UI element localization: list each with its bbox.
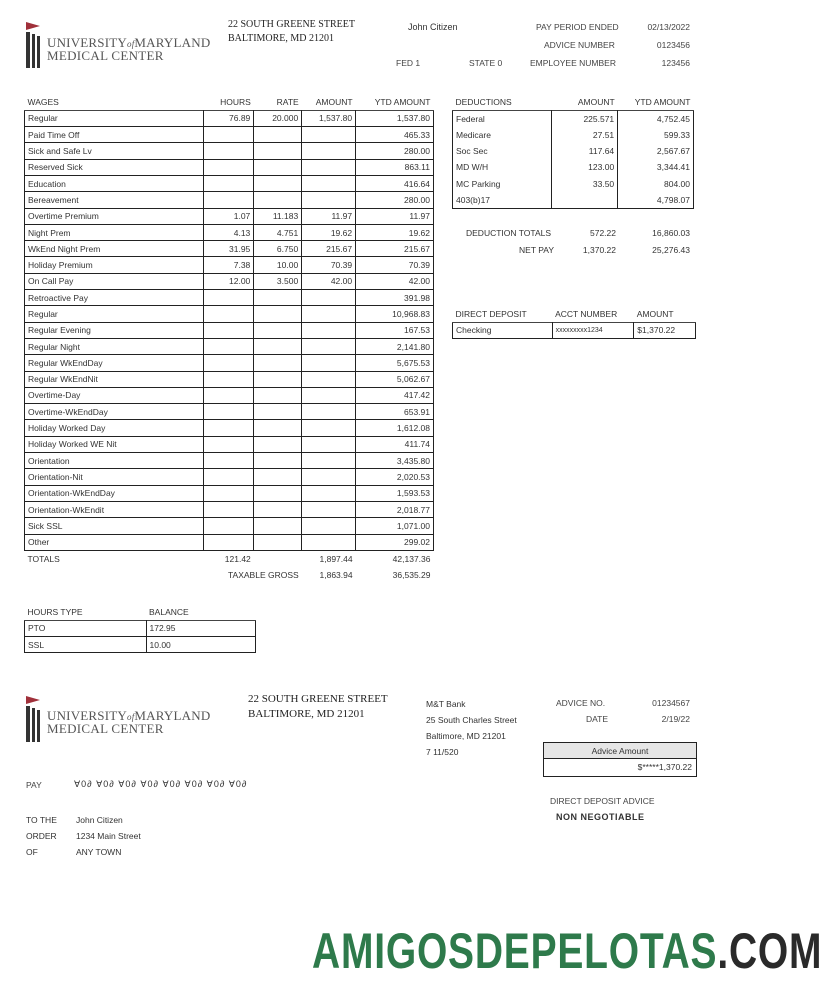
wage-rate <box>254 469 302 485</box>
wage-amount <box>302 338 356 354</box>
pay-amount-words: ∀0∂ ∀0∂ ∀0∂ ∀0∂ ∀0∂ ∀0∂ ∀0∂ ∀0∂ <box>74 779 248 789</box>
wage-amount <box>302 159 356 175</box>
deduction-amount: 123.00 <box>552 159 618 175</box>
wage-description: Regular <box>25 110 204 126</box>
wage-hours <box>204 501 254 517</box>
totals-hours: 121.42 <box>224 553 251 564</box>
logo-maryland: MARYLAND <box>134 35 211 50</box>
wage-rate <box>254 159 302 175</box>
taxable-gross-label: TAXABLE GROSS <box>227 569 299 580</box>
wage-ytd-amount: 2,020.53 <box>396 471 430 482</box>
wage-rate <box>254 518 302 534</box>
wage-description: Night Prem <box>25 224 204 240</box>
deduction-ytd-amount: 3,344.41 <box>656 162 690 173</box>
wage-rate <box>254 420 302 436</box>
wage-row <box>25 371 434 387</box>
wage-amount <box>302 290 356 306</box>
wage-description: Sick and Safe Lv <box>25 143 204 159</box>
advice-amount-label: Advice Amount <box>544 743 696 759</box>
wage-ytd-amount: 19.62 <box>408 227 430 238</box>
wage-amount <box>302 143 356 159</box>
wage-hours: 4.13 <box>204 224 254 240</box>
wage-description: Overtime Premium <box>25 208 204 224</box>
wage-description: Retroactive Pay <box>25 290 204 306</box>
wage-amount: 1,537.80 <box>302 110 356 126</box>
wage-amount <box>302 420 356 436</box>
pay-period-value: 02/13/2022 <box>647 22 690 32</box>
wage-description: Holiday Worked WE Nit <box>25 436 204 452</box>
to-the-label: TO THE <box>26 815 57 825</box>
wage-hours <box>204 143 254 159</box>
company-logo <box>24 20 210 70</box>
wage-rate <box>254 338 302 354</box>
wage-hours: 31.95 <box>204 241 254 257</box>
wage-hours <box>204 159 254 175</box>
wage-ytd-amount: 299.02 <box>404 537 430 548</box>
wage-rate <box>254 192 302 208</box>
wage-description: Bereavement <box>25 192 204 208</box>
wage-rate: 6.750 <box>254 241 302 257</box>
deduction-ytd-header: YTD AMOUNT <box>634 96 691 107</box>
deduction-amount: 117.64 <box>552 143 618 159</box>
check-umd-shield-icon <box>24 694 44 744</box>
wage-ytd-amount: 2,018.77 <box>396 504 430 515</box>
wage-ytd-amount: 42.00 <box>408 276 430 287</box>
wage-row <box>25 110 434 126</box>
deduction-totals-label: DEDUCTION TOTALS <box>466 228 552 238</box>
wage-ytd-amount: 863.11 <box>404 162 430 173</box>
check-logo-of: of <box>127 712 135 722</box>
employee-name: John Citizen <box>408 22 458 32</box>
deduction-totals-amount: 572.22 <box>590 228 616 238</box>
wage-hours <box>204 436 254 452</box>
wage-rate: 4.751 <box>254 224 302 240</box>
wage-hours <box>204 371 254 387</box>
wage-row <box>25 241 434 257</box>
deduction-row <box>453 127 694 143</box>
hours-header: HOURS <box>220 96 251 107</box>
wage-hours <box>204 469 254 485</box>
wage-hours: 1.07 <box>204 208 254 224</box>
wages-rows <box>25 110 434 550</box>
check-logo-medical-center: MEDICAL CENTER <box>47 721 164 736</box>
fed-label: FED 1 <box>396 58 421 68</box>
wage-row <box>25 192 434 208</box>
employee-number-label: EMPLOYEE NUMBER <box>530 58 616 68</box>
wage-ytd-amount: 280.00 <box>404 194 430 205</box>
deduction-name: Federal <box>453 110 552 126</box>
wage-amount <box>302 192 356 208</box>
deduction-name: Soc Sec <box>453 143 552 159</box>
deduction-ytd-amount: 2,567.67 <box>656 146 690 157</box>
wage-description: Regular WkEndDay <box>25 355 204 371</box>
non-negotiable-label: NON NEGOTIABLE <box>556 812 645 822</box>
deduction-row <box>453 159 694 175</box>
wage-description: Regular WkEndNit <box>25 371 204 387</box>
wage-hours <box>204 290 254 306</box>
wage-amount <box>302 387 356 403</box>
deduction-name: Medicare <box>453 127 552 143</box>
address-line1: 22 SOUTH GREENE STREET <box>228 19 355 30</box>
wage-description: Other <box>25 534 204 550</box>
check-logo-university: UNIVERSITY <box>47 708 127 723</box>
wage-description: Orientation-WkEndDay <box>25 485 204 501</box>
wage-amount <box>302 518 356 534</box>
deduction-amount: 33.50 <box>552 175 618 191</box>
check-logo-maryland: MARYLAND <box>134 708 211 723</box>
acct-number-header: ACCT NUMBER <box>555 308 618 319</box>
wage-amount: 70.39 <box>302 257 356 273</box>
wage-hours <box>204 387 254 403</box>
wage-ytd-amount: 465.33 <box>404 129 430 140</box>
address-line2: BALTIMORE, MD 21201 <box>228 33 335 44</box>
of-label: OF <box>26 847 38 857</box>
deduction-ytd-amount: 4,752.45 <box>656 113 690 124</box>
wage-rate <box>254 534 302 550</box>
taxable-gross-amount: 1,863.94 <box>319 569 353 580</box>
deposit-row <box>453 322 696 338</box>
wage-row <box>25 143 434 159</box>
pay-period-label: PAY PERIOD ENDED <box>536 22 619 32</box>
wage-description: WkEnd Night Prem <box>25 241 204 257</box>
bank-street: 25 South Charles Street <box>426 715 517 725</box>
wage-row <box>25 420 434 436</box>
wage-rate <box>254 371 302 387</box>
wage-rate: 3.500 <box>254 273 302 289</box>
wage-description: Regular Evening <box>25 322 204 338</box>
wage-row <box>25 453 434 469</box>
wage-rate <box>254 387 302 403</box>
deduction-ytd-amount: 599.33 <box>664 129 690 140</box>
wage-rate <box>254 127 302 143</box>
wage-amount <box>302 453 356 469</box>
wage-row <box>25 159 434 175</box>
wage-description: Reserved Sick <box>25 159 204 175</box>
wage-ytd-amount: 391.98 <box>404 292 430 303</box>
bank-name: M&T Bank <box>426 699 466 709</box>
deduction-name: 403(b)17 <box>453 192 552 208</box>
wage-amount <box>302 175 356 191</box>
state-label: STATE 0 <box>469 58 503 68</box>
wage-row <box>25 224 434 240</box>
balance-header: BALANCE <box>149 606 189 617</box>
wages-table <box>24 94 434 583</box>
wage-rate: 20.000 <box>254 110 302 126</box>
wage-amount <box>302 485 356 501</box>
wages-header: WAGES <box>27 96 59 107</box>
wage-rate <box>254 143 302 159</box>
wage-description: Orientation <box>25 453 204 469</box>
bank-info <box>426 696 517 760</box>
balance-ssl: 10.00 <box>149 639 171 650</box>
wage-description: Sick SSL <box>25 518 204 534</box>
wage-hours: 12.00 <box>204 273 254 289</box>
deduction-name: MD W/H <box>453 159 552 175</box>
watermark-suffix: .COM <box>717 923 822 979</box>
wage-row <box>25 175 434 191</box>
hours-type-ssl: SSL <box>25 637 147 653</box>
wage-hours <box>204 338 254 354</box>
deduction-amount-header: AMOUNT <box>577 96 615 107</box>
payee-name: John Citizen <box>76 815 123 825</box>
wage-hours: 76.89 <box>204 110 254 126</box>
wage-amount <box>302 436 356 452</box>
wage-ytd-amount: 70.39 <box>408 260 430 271</box>
wage-rate <box>254 290 302 306</box>
wage-hours <box>204 127 254 143</box>
direct-deposit-advice-label: DIRECT DEPOSIT ADVICE <box>550 796 655 806</box>
watermark-main: AMIGOSDEPELOTAS <box>312 923 718 979</box>
hours-balance-table <box>24 604 256 653</box>
deposit-amount-header: AMOUNT <box>636 308 674 319</box>
wage-row <box>25 338 434 354</box>
wage-amount <box>302 534 356 550</box>
wage-amount: 19.62 <box>302 224 356 240</box>
wage-amount <box>302 322 356 338</box>
wage-row <box>25 257 434 273</box>
wage-ytd-amount: 2,141.80 <box>396 341 430 352</box>
wage-ytd-amount: 11.97 <box>409 211 430 222</box>
net-pay-label: NET PAY <box>519 245 554 255</box>
wage-ytd-amount: 3,435.80 <box>396 455 430 466</box>
totals-ytd: 42,137.36 <box>392 553 431 564</box>
wage-description: Education <box>25 175 204 191</box>
net-pay-amount: 1,370.22 <box>582 245 616 255</box>
wage-rate <box>254 322 302 338</box>
wage-ytd-amount: 411.74 <box>404 439 430 450</box>
wage-hours <box>204 420 254 436</box>
wage-ytd-amount: 215.67 <box>404 243 430 254</box>
advice-number-value: 0123456 <box>656 40 690 50</box>
wage-amount <box>302 127 356 143</box>
wage-description: On Call Pay <box>25 273 204 289</box>
hours-balance-row <box>25 620 256 636</box>
deduction-amount <box>552 192 618 208</box>
deduction-ytd-amount: 4,798.07 <box>656 194 690 205</box>
wage-row <box>25 469 434 485</box>
wage-hours <box>204 175 254 191</box>
wage-ytd-amount: 5,675.53 <box>396 357 430 368</box>
company-address <box>228 18 355 46</box>
check-address-line1: 22 SOUTH GREENE STREET <box>248 693 388 705</box>
order-label: ORDER <box>26 831 57 841</box>
wage-amount: 11.97 <box>302 208 356 224</box>
wage-hours <box>204 485 254 501</box>
to-the-order-of <box>26 812 57 860</box>
wage-description: Holiday Premium <box>25 257 204 273</box>
bank-city: Baltimore, MD 21201 <box>426 731 506 741</box>
wage-amount <box>302 469 356 485</box>
wage-ytd-amount: 10,968.83 <box>392 309 430 319</box>
wage-rate <box>254 453 302 469</box>
wage-row <box>25 290 434 306</box>
deposit-amount: $1,370.22 <box>637 325 676 336</box>
advice-amount-box <box>543 742 697 777</box>
wage-rate: 10.00 <box>254 257 302 273</box>
logo-university: UNIVERSITY <box>47 35 127 50</box>
wage-ytd-amount: 1,612.08 <box>396 423 430 434</box>
pay-label: PAY <box>26 780 42 790</box>
wage-ytd-amount: 1,537.80 <box>396 113 430 124</box>
wage-hours <box>204 518 254 534</box>
wage-description: Overtime-WkEndDay <box>25 404 204 420</box>
totals-label: TOTALS <box>27 553 60 564</box>
wage-ytd-amount: 280.00 <box>404 146 430 157</box>
deduction-name: MC Parking <box>453 175 552 191</box>
wage-amount <box>302 404 356 420</box>
wage-amount: 42.00 <box>302 273 356 289</box>
deductions-table <box>452 94 694 209</box>
taxable-gross-ytd: 36,535.29 <box>392 569 431 580</box>
deduction-row <box>453 192 694 208</box>
wage-hours <box>204 534 254 550</box>
employee-number-value: 123456 <box>661 58 690 68</box>
wage-row <box>25 485 434 501</box>
wage-amount: 215.67 <box>302 241 356 257</box>
wage-amount <box>302 371 356 387</box>
direct-deposit-table <box>452 306 696 339</box>
wage-rate <box>254 355 302 371</box>
deductions-header: DEDUCTIONS <box>455 96 512 107</box>
wage-description: Holiday Worked Day <box>25 420 204 436</box>
check-company-address <box>248 692 388 723</box>
direct-deposit-header: DIRECT DEPOSIT <box>455 308 527 319</box>
totals-amount: 1,897.44 <box>319 553 353 564</box>
wage-row <box>25 534 434 550</box>
wage-row <box>25 387 434 403</box>
check-company-logo <box>24 694 210 744</box>
bank-routing: 7 11/520 <box>426 747 459 757</box>
deposit-account-type: Checking <box>453 322 553 338</box>
hours-type-pto: PTO <box>25 620 147 636</box>
rate-header: RATE <box>276 96 299 107</box>
deduction-rows <box>453 110 694 208</box>
wage-amount <box>302 355 356 371</box>
payee-city: ANY TOWN <box>76 847 122 857</box>
deduction-row <box>453 175 694 191</box>
wage-description: Regular <box>25 306 204 322</box>
wage-hours <box>204 355 254 371</box>
payee-street: 1234 Main Street <box>76 831 141 841</box>
wage-hours <box>204 322 254 338</box>
logo-medical-center: MEDICAL CENTER <box>47 48 164 63</box>
wage-rate <box>254 436 302 452</box>
advice-amount-value: $*****1,370.22 <box>637 762 692 772</box>
wage-amount <box>302 306 356 322</box>
date-label: DATE <box>586 714 609 724</box>
amount-header: AMOUNT <box>315 96 353 107</box>
watermark <box>312 922 822 980</box>
wage-description: Regular Night <box>25 338 204 354</box>
wage-rate <box>254 175 302 191</box>
umd-shield-icon <box>24 20 44 70</box>
wage-ytd-amount: 416.64 <box>404 178 430 189</box>
deduction-ytd-amount: 804.00 <box>664 178 690 189</box>
wage-row <box>25 518 434 534</box>
deduction-amount: 27.51 <box>552 127 618 143</box>
wage-row <box>25 501 434 517</box>
wage-rate: 11.183 <box>254 208 302 224</box>
wage-hours <box>204 192 254 208</box>
balance-pto: 172.95 <box>149 623 176 634</box>
wage-ytd-amount: 167.53 <box>404 325 430 336</box>
deduction-row <box>453 143 694 159</box>
deposit-account-number: xxxxxxxxx1234 <box>552 322 634 338</box>
advice-no-value: 01234567 <box>652 698 690 708</box>
wage-amount <box>302 501 356 517</box>
wage-hours <box>204 306 254 322</box>
wage-description: Orientation-WkEndit <box>25 501 204 517</box>
wage-rate <box>254 404 302 420</box>
wage-row <box>25 404 434 420</box>
advice-no-label: ADVICE NO. <box>556 698 606 708</box>
wage-ytd-amount: 5,062.67 <box>396 374 430 385</box>
wage-row <box>25 322 434 338</box>
wage-rate <box>254 306 302 322</box>
advice-number-label: ADVICE NUMBER <box>544 40 615 50</box>
wage-ytd-amount: 1,071.00 <box>396 520 430 531</box>
deduction-totals-ytd: 16,860.03 <box>652 228 690 238</box>
wage-ytd-amount: 417.42 <box>404 390 430 401</box>
wage-row <box>25 436 434 452</box>
hours-balance-row <box>25 637 256 653</box>
hours-type-header: HOURS TYPE <box>27 606 83 617</box>
deduction-amount: 225.571 <box>552 110 618 126</box>
wage-rate <box>254 485 302 501</box>
wage-row <box>25 127 434 143</box>
wage-row <box>25 306 434 322</box>
wage-ytd-amount: 1,593.53 <box>396 488 430 499</box>
wage-ytd-amount: 653.91 <box>404 406 430 417</box>
wage-hours <box>204 453 254 469</box>
wage-row <box>25 208 434 224</box>
payee-block <box>76 812 141 860</box>
wage-description: Paid Time Off <box>25 127 204 143</box>
wage-row <box>25 355 434 371</box>
date-value: 2/19/22 <box>661 714 690 724</box>
check-address-line2: BALTIMORE, MD 21201 <box>248 708 365 721</box>
deduction-row <box>453 110 694 126</box>
net-pay-ytd: 25,276.43 <box>652 245 690 255</box>
wage-row <box>25 273 434 289</box>
wage-rate <box>254 501 302 517</box>
logo-of: of <box>127 39 135 49</box>
wage-description: Orientation-Nit <box>25 469 204 485</box>
wage-hours <box>204 404 254 420</box>
ytd-amount-header: YTD AMOUNT <box>374 96 431 107</box>
wage-hours: 7.38 <box>204 257 254 273</box>
wage-description: Overtime-Day <box>25 387 204 403</box>
